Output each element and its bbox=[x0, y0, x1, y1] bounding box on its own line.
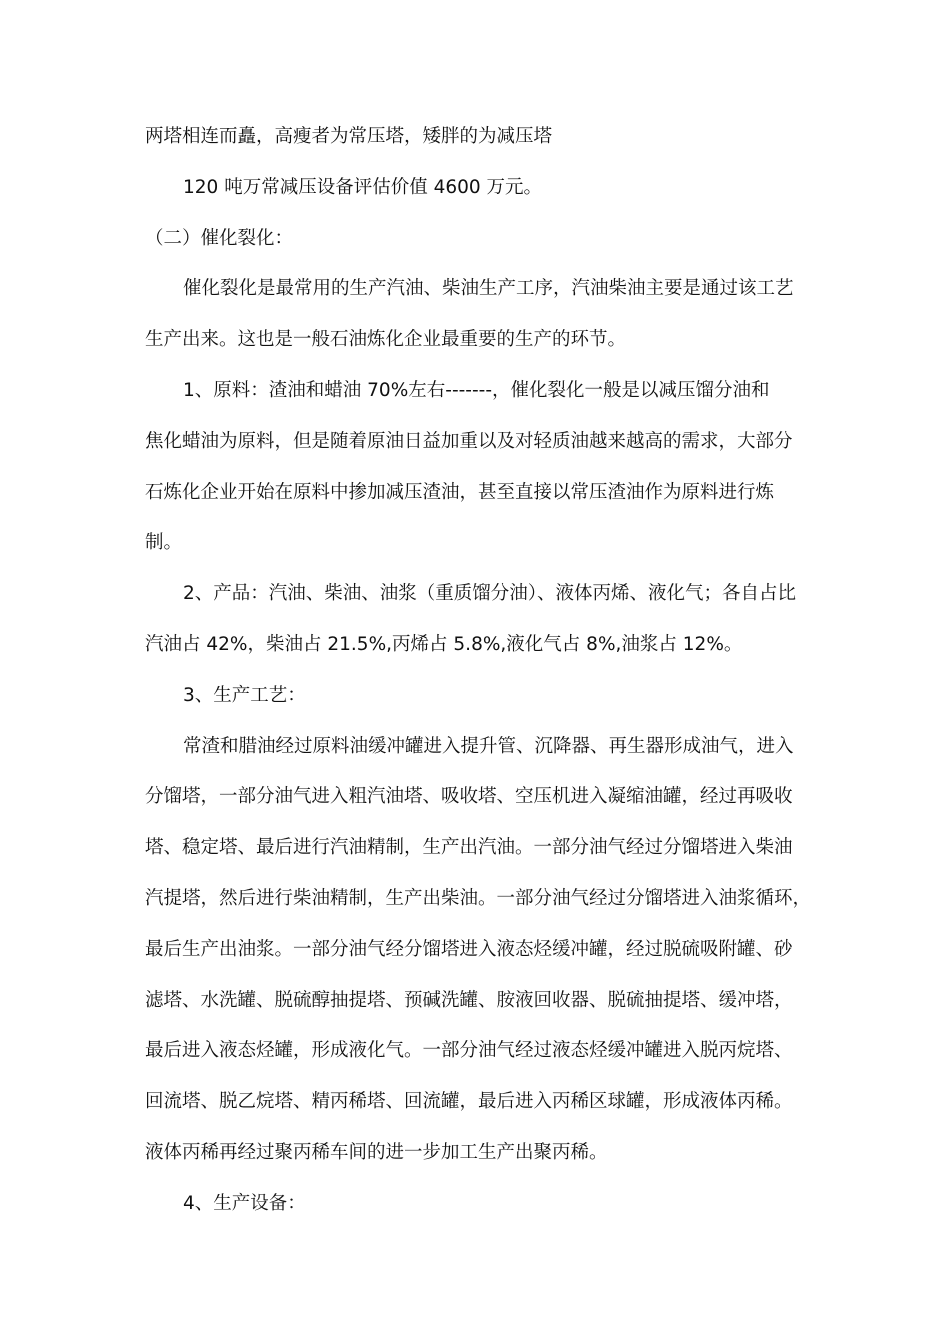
paragraph-line: 回流塔、脱乙烷塔、精丙稀塔、回流罐，最后进入丙稀区球罐，形成液体丙稀。 bbox=[145, 1091, 793, 1113]
paragraph-line: 生产出来。这也是一般石油炼化企业最重要的生产的环节。 bbox=[145, 329, 627, 351]
paragraph-line: 最后生产出油浆。一部分油气经分馏塔进入液态烃缓冲罐，经过脱硫吸附罐、砂 bbox=[145, 938, 793, 960]
paragraph-line: 1、原料：渣油和蜡油 70%左右-------，催化裂化一般是以减压馏分油和 bbox=[183, 379, 770, 401]
paragraph-line: 焦化蜡油为原料，但是随着原油日益加重以及对轻质油越来越高的需求，大部分 bbox=[145, 430, 793, 452]
document-body bbox=[145, 112, 813, 1230]
paragraph-line: 催化裂化是最常用的生产汽油、柴油生产工序，汽油柴油主要是通过该工艺 bbox=[183, 278, 794, 300]
paragraph-line: 液体丙稀再经过聚丙稀车间的进一步加工生产出聚丙稀。 bbox=[145, 1141, 608, 1163]
paragraph-line: 滤塔、水洗罐、脱硫醇抽提塔、预碱洗罐、胺液回收器、脱硫抽提塔、缓冲塔， bbox=[145, 989, 793, 1011]
paragraph-line: 塔、稳定塔、最后进行汽油精制，生产出汽油。一部分油气经过分馏塔进入柴油 bbox=[145, 837, 793, 859]
paragraph-line: 制。 bbox=[145, 532, 183, 554]
subsection-heading: 4、生产设备： bbox=[183, 1192, 306, 1214]
section-heading: （二）催化裂化： bbox=[145, 227, 294, 249]
paragraph-line: 分馏塔，一部分油气进入粗汽油塔、吸收塔、空压机进入凝缩油罐，经过再吸收 bbox=[145, 786, 793, 808]
paragraph-line: 汽油占 42%，柴油占 21.5%,丙烯占 5.8%,液化气占 8%,油浆占 12%。 bbox=[145, 633, 743, 655]
paragraph-line: 石炼化企业开始在原料中掺加减压渣油，甚至直接以常压渣油作为原料进行炼 bbox=[145, 481, 775, 503]
paragraph-line: 汽提塔，然后进行柴油精制，生产出柴油。一部分油气经过分馏塔进入油浆循环， bbox=[145, 887, 812, 909]
paragraph-line: 2、产品：汽油、柴油、油浆（重质馏分油）、液体丙烯、液化气；各自占比 bbox=[183, 583, 797, 605]
paragraph-line: 两塔相连而矗，高瘦者为常压塔，矮胖的为减压塔 bbox=[145, 126, 553, 147]
subsection-heading: 3、生产工艺： bbox=[183, 684, 306, 706]
paragraph-line: 最后进入液态烃罐，形成液化气。一部分油气经过液态烃缓冲罐进入脱丙烷塔、 bbox=[145, 1040, 793, 1062]
paragraph-line: 常渣和腊油经过原料油缓冲罐进入提升管、沉降器、再生器形成油气，进入 bbox=[183, 735, 794, 757]
paragraph-line: 120 吨万常减压设备评估价值 4600 万元。 bbox=[183, 176, 543, 198]
